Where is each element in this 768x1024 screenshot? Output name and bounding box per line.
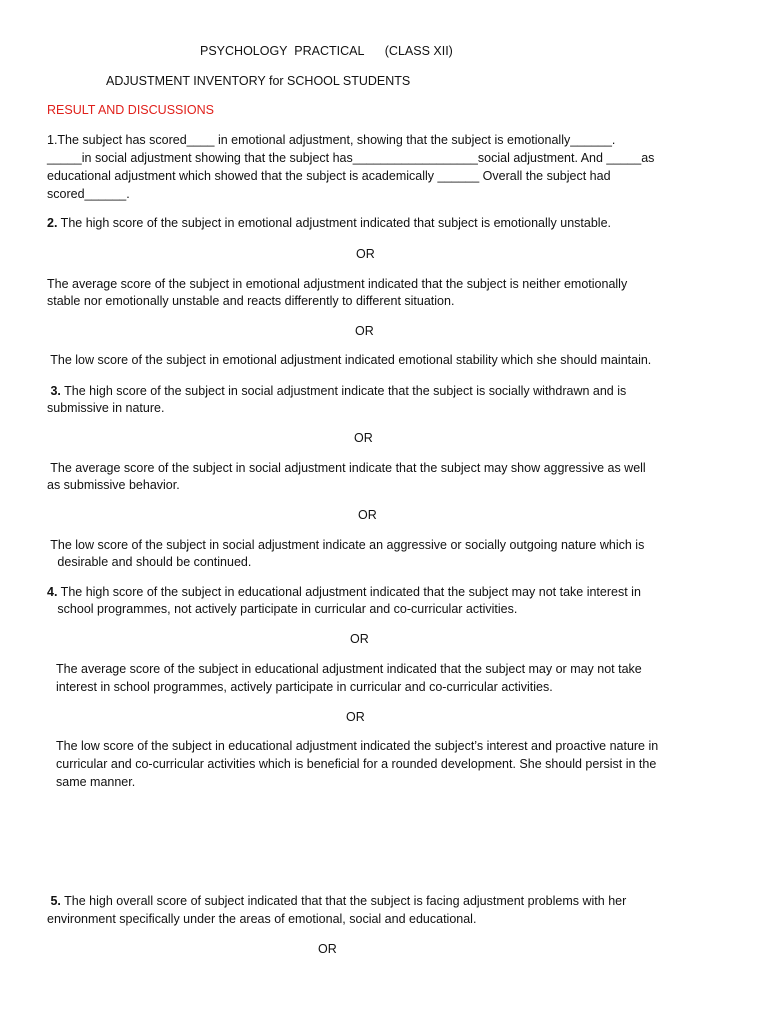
section-heading: RESULT AND DISCUSSIONS xyxy=(47,103,214,117)
p2-high-line xyxy=(47,215,611,232)
p3-avg-line-2: as submissive behavior. xyxy=(47,478,180,492)
p4-low-line-3: same manner. xyxy=(56,775,136,789)
p3-high-text: The high score of the subject in social adjustment indicate that the subject is socially withdrawn and is xyxy=(60,384,627,398)
p4-avg-line-2: interest in school programmes, actively participate in curricular and co-curricular activities. xyxy=(56,680,553,694)
p4-low-line-1: The low score of the subject in educational adjustment indicated the subject’s interest and proactive nature in xyxy=(56,739,659,753)
p4-number: 4. xyxy=(47,585,58,599)
p3-high-line-2: submissive in nature. xyxy=(47,401,165,415)
p3-or-1: OR xyxy=(354,431,373,445)
p2-low-line: The low score of the subject in emotional adjustment indicated emotional stability which she should maintain. xyxy=(47,353,652,367)
p5-high-line-2: environment specifically under the areas of emotional, social and educational. xyxy=(47,912,477,926)
p4-avg-line-1: The average score of the subject in educational adjustment indicated that the subject may or may not take xyxy=(56,662,642,676)
p3-high-line-1 xyxy=(47,383,626,400)
p1-line-1: 1.The subject has scored____ in emotional adjustment, showing that the subject is emotionally______. xyxy=(47,133,616,147)
p3-avg-line-1: The average score of the subject in social adjustment indicate that the subject may show aggressive as well xyxy=(47,461,646,475)
p2-or-2: OR xyxy=(355,324,374,338)
p5-high-text: The high overall score of subject indicated that that the subject is facing adjustment problems with her xyxy=(60,894,627,908)
doc-subtitle: ADJUSTMENT INVENTORY for SCHOOL STUDENTS xyxy=(106,74,411,88)
p5-high-line-1 xyxy=(47,893,626,910)
p5-number: 5. xyxy=(47,894,61,908)
p2-high-text: The high score of the subject in emotional adjustment indicated that subject is emotionally unstable. xyxy=(57,216,612,230)
p4-or-1: OR xyxy=(350,632,369,646)
p2-or-1: OR xyxy=(356,247,375,261)
p3-low-line-2: desirable and should be continued. xyxy=(47,555,252,569)
p3-or-2: OR xyxy=(358,508,377,522)
p4-or-2: OR xyxy=(346,710,365,724)
p4-high-text: The high score of the subject in educational adjustment indicated that the subject may not take interest in xyxy=(57,585,641,599)
p4-high-line-2: school programmes, not actively participate in curricular and co-curricular activities. xyxy=(47,602,518,616)
p3-low-line-1: The low score of the subject in social adjustment indicate an aggressive or socially outgoing nature which is xyxy=(47,538,645,552)
p1-line-2: _____in social adjustment showing that the subject has__________________social adjustment. And _____as xyxy=(47,151,655,165)
doc-title: PSYCHOLOGY PRACTICAL (CLASS XII) xyxy=(200,44,453,58)
p2-avg-line-1: The average score of the subject in emotional adjustment indicated that the subject is neither emotionally xyxy=(47,277,628,291)
p1-line-4: scored______. xyxy=(47,187,130,201)
p5-or-1: OR xyxy=(318,942,337,956)
p2-avg-line-2: stable nor emotionally unstable and reacts differently to different situation. xyxy=(47,294,455,308)
p4-high-line-1 xyxy=(47,584,641,601)
p2-number: 2. xyxy=(47,216,58,230)
p1-line-3: educational adjustment which showed that the subject is academically ______ Overall the subject had xyxy=(47,169,611,183)
p4-low-line-2: curricular and co-curricular activities which is beneficial for a rounded development. She should persist in the xyxy=(56,757,657,771)
p3-number: 3. xyxy=(47,384,61,398)
